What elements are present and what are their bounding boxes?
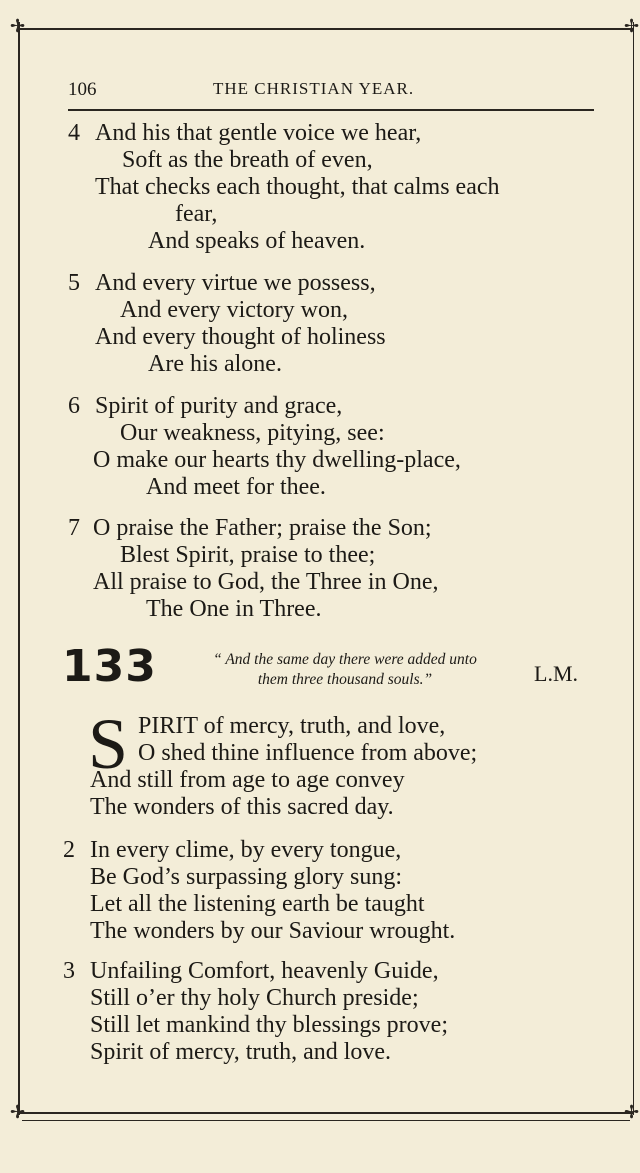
stanza-number: 5 xyxy=(68,270,80,296)
left-border-rule xyxy=(18,22,20,1115)
bottom-inner-rule xyxy=(22,1120,630,1121)
stanza-number: 3 xyxy=(63,958,75,984)
verse-line: Spirit of mercy, truth, and love. xyxy=(90,1039,392,1065)
corner-cross-icon: ✢ xyxy=(624,16,640,37)
verse-line: Soft as the breath of even, xyxy=(122,147,373,173)
verse-line: Still let mankind thy blessings prove; xyxy=(90,1012,448,1038)
verse-line: That checks each thought, that calms each xyxy=(95,174,500,200)
verse-line: Be God’s surpassing glory sung: xyxy=(90,864,402,890)
epigraph-line: them three thousand souls.” xyxy=(257,671,433,688)
verse-line: And meet for thee. xyxy=(146,474,326,500)
hymn-number: 133 xyxy=(62,641,157,692)
stanza-number: 6 xyxy=(68,393,80,419)
drop-cap: S xyxy=(88,704,129,784)
verse-line: The wonders of this sacred day. xyxy=(90,794,394,820)
verse-line: Our weakness, pitying, see: xyxy=(120,420,385,446)
verse-line: O praise the Father; praise the Son; xyxy=(93,515,432,541)
verse-line: And still from age to age convey xyxy=(90,767,405,793)
verse-line: PIRIT of mercy, truth, and love, xyxy=(138,713,446,739)
verse-line: All praise to God, the Three in One, xyxy=(93,569,439,595)
verse-line: Spirit of purity and grace, xyxy=(95,393,343,419)
stanza-number: 7 xyxy=(68,515,80,541)
verse-line: Still o’er thy holy Church preside; xyxy=(90,985,419,1011)
verse-line: Blest Spirit, praise to thee; xyxy=(120,542,376,568)
verse-line: Unfailing Comfort, heavenly Guide, xyxy=(90,958,439,984)
verse-line: In every clime, by every tongue, xyxy=(90,837,402,863)
epigraph-line: “ And the same day there were added unto xyxy=(213,651,477,668)
corner-cross-icon: ✢ xyxy=(10,16,26,37)
verse-line: Are his alone. xyxy=(148,351,282,377)
right-border-rule xyxy=(633,22,635,1115)
verse-line: And every victory won, xyxy=(120,297,348,323)
verse-line: And every virtue we possess, xyxy=(95,270,376,296)
verse-line: And his that gentle voice we hear, xyxy=(95,120,422,146)
top-border-rule xyxy=(18,28,634,30)
verse-line: The wonders by our Saviour wrought. xyxy=(90,918,456,944)
corner-cross-icon: ✢ xyxy=(624,1102,640,1123)
verse-line: And speaks of heaven. xyxy=(148,228,366,254)
running-header xyxy=(68,79,594,105)
bottom-border-rule xyxy=(18,1112,634,1114)
stanza-number: 4 xyxy=(68,120,80,146)
verse-line: And every thought of holiness xyxy=(95,324,386,350)
page-number: 106 xyxy=(68,79,97,100)
header-rule xyxy=(68,109,594,111)
corner-cross-icon: ✢ xyxy=(10,1102,26,1123)
running-title: THE CHRISTIAN YEAR. xyxy=(213,79,415,98)
verse-line: fear, xyxy=(175,201,218,227)
verse-line: The One in Three. xyxy=(146,596,322,622)
verse-line: Let all the listening earth be taught xyxy=(90,891,425,917)
verse-line: O shed thine influence from above; xyxy=(138,740,478,766)
hymn-epigraph xyxy=(155,650,535,690)
stanza-number: 2 xyxy=(63,837,75,863)
hymn-meter: L.M. xyxy=(534,661,578,686)
verse-line: O make our hearts thy dwelling-place, xyxy=(93,447,461,473)
